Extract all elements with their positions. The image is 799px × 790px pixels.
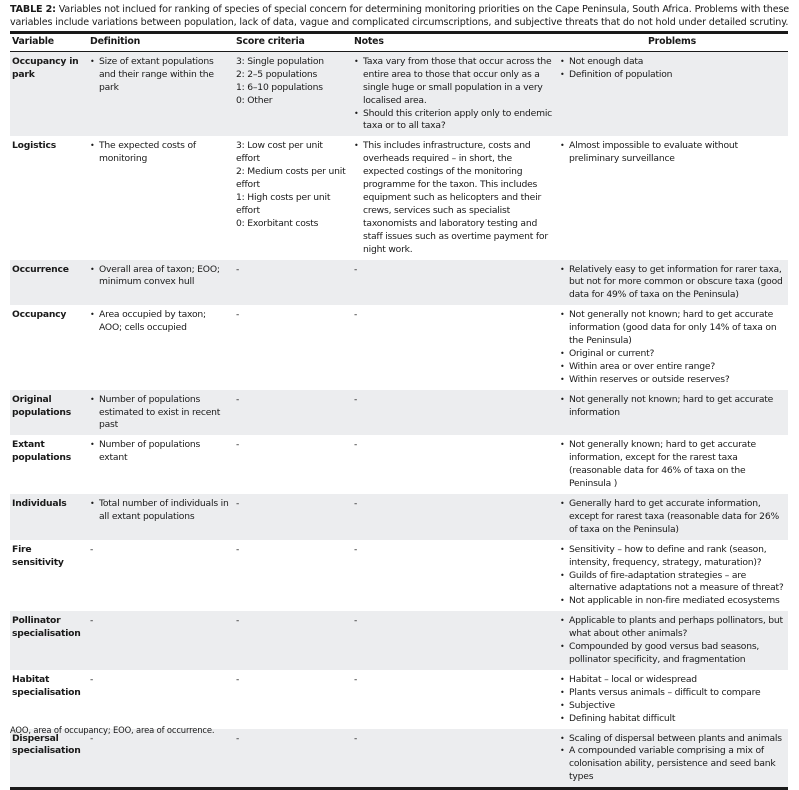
cell-score-criteria: - [236, 309, 240, 321]
bullet-list [90, 56, 230, 95]
score-line: 1: High costs per unit effort [236, 191, 331, 216]
cell-notes: - [352, 260, 558, 306]
cell-definition [88, 305, 234, 389]
cell-notes: - [352, 611, 558, 670]
bullet-item: • Not applicable in non-fire mediated ecosystems [560, 595, 784, 608]
bullet-item: • Not generally known; hard to get accurate information, except for the rarest taxa (reasonable data for 46% of taxa on the Peninsula ) [560, 439, 784, 491]
bullet-list [560, 56, 784, 82]
table-row [10, 435, 788, 494]
cell-notes: - [352, 494, 558, 540]
table-row [10, 540, 788, 612]
cell-problems [558, 435, 788, 494]
cell-problems [558, 390, 788, 436]
bullet-item: • Taxa vary from those that occur across the entire area to those that occur only as a single huge or small population in a very localised area. [354, 56, 554, 108]
bullet-list [560, 439, 784, 491]
bullet-item: • Number of populations estimated to exist in recent past [90, 394, 230, 433]
bullet-item: • Scaling of dispersal between plants and animals [560, 733, 784, 746]
table-row [10, 611, 788, 670]
cell-problems [558, 51, 788, 136]
cell-notes: - [354, 309, 358, 321]
bullet-item: • Original or current? [560, 348, 784, 361]
cell-definition: - [90, 543, 94, 555]
bullet-item: • Should this criterion apply only to endemic taxa or to all taxa? [354, 108, 554, 134]
bullet-item: • Subjective [560, 700, 784, 713]
cell-problems [558, 611, 788, 670]
cell-notes: - [354, 543, 358, 555]
table-row [10, 390, 788, 436]
bullet-list [354, 140, 554, 256]
cell-score-criteria [234, 51, 352, 136]
variables-table [10, 31, 788, 790]
score-line: 0: Exorbitant costs [236, 217, 319, 229]
cell-variable: Occurrence [10, 260, 88, 306]
header-problems: Problems [648, 36, 696, 47]
header-variable: Variable [12, 36, 54, 47]
bullet-item: • Area occupied by taxon; AOO; cells occupied [90, 309, 230, 335]
table-body [10, 51, 788, 788]
bullet-item: • Relatively easy to get information for rarer taxa, but not for more common or obscure taxa (good data for 49% of taxa on the Peninsula) [560, 264, 784, 303]
cell-variable: Original populations [10, 390, 88, 436]
cell-variable: Individuals [10, 494, 88, 540]
cell-problems [558, 494, 788, 540]
cell-definition: - [88, 729, 234, 789]
bullet-item: • Overall area of taxon; EOO; minimum convex hull [90, 264, 230, 290]
bullet-item: • Sensitivity – how to define and rank (season, intensity, frequency, strategy, maturation)? [560, 544, 784, 570]
bullet-item: • The expected costs of monitoring [90, 140, 230, 166]
cell-notes [352, 136, 558, 259]
cell-score-criteria: - [234, 260, 352, 306]
cell-definition: - [90, 673, 94, 685]
bullet-list [90, 394, 230, 433]
table-caption [10, 3, 790, 29]
cell-notes: - [354, 673, 358, 685]
score-line: 1: 6–10 populations [236, 81, 323, 93]
cell-variable: Habitat specialisation [12, 673, 81, 698]
bullet-list [560, 674, 784, 726]
bullet-item: • Number of populations extant [90, 439, 230, 465]
cell-definition [88, 51, 234, 136]
bullet-list [90, 309, 230, 335]
cell-variable: Dispersal specialisation [10, 729, 88, 789]
bullet-list [354, 56, 554, 133]
cell-score-criteria: - [236, 673, 240, 685]
cell-score-criteria [234, 136, 352, 259]
caption-text: Variables not inclued for ranking of species of special concern for determining monitoring priorities on the Cape Peninsula, South Africa. Problems with these variables include variations between population, lack of data, vague and complicated circumscriptions, and subjective threats that do not hold under detailed scrutiny. [10, 4, 790, 28]
cell-variable: Pollinator specialisation [10, 611, 88, 670]
cell-score-criteria: - [236, 439, 240, 451]
table-row [10, 260, 788, 306]
score-line: 0: Other [236, 94, 273, 106]
bullet-item: • Definition of population [560, 69, 784, 82]
bullet-list [560, 733, 784, 785]
cell-variable: Fire sensitivity [12, 543, 64, 568]
bullet-list [90, 498, 230, 524]
cell-definition [88, 136, 234, 259]
bullet-item: • Defining habitat difficult [560, 713, 784, 726]
bullet-item: • Size of extant populations and their range within the park [90, 56, 230, 95]
header-score-criteria: Score criteria [236, 36, 305, 47]
bullet-list [560, 309, 784, 386]
cell-problems [558, 260, 788, 306]
table-row [10, 729, 788, 789]
cell-notes: - [352, 729, 558, 789]
cell-problems [558, 540, 788, 612]
bullet-item: • Within area or over entire range? [560, 361, 784, 374]
bullet-item: • Not enough data [560, 56, 784, 69]
cell-notes [352, 51, 558, 136]
bullet-list [560, 498, 784, 537]
cell-variable: Logistics [12, 140, 57, 152]
header-notes: Notes [354, 36, 384, 47]
bullet-list [560, 544, 784, 609]
caption-label: TABLE 2: [10, 4, 56, 15]
cell-score-criteria: - [234, 390, 352, 436]
bullet-item: • Habitat – local or widespread [560, 674, 784, 687]
cell-problems [558, 670, 788, 729]
score-line: 2: Medium costs per unit effort [236, 166, 346, 191]
cell-definition [88, 435, 234, 494]
bullet-item: • A compounded variable comprising a mix of colonisation ability, persistence and seed bank types [560, 745, 784, 784]
bullet-list [560, 264, 784, 303]
cell-definition [88, 390, 234, 436]
bullet-item: • Not generally not known; hard to get accurate information (good data for only 14% of taxa on the Peninsula) [560, 309, 784, 348]
table-row [10, 136, 788, 259]
cell-score-criteria: - [234, 611, 352, 670]
cell-score-criteria: - [234, 729, 352, 789]
cell-definition [88, 260, 234, 306]
bullet-list [560, 615, 784, 667]
table-row [10, 670, 788, 729]
bullet-list [560, 140, 784, 166]
cell-definition [88, 494, 234, 540]
table-footnote: AOO, area of occupancy; EOO, area of occurrence. [10, 725, 215, 735]
bullet-item: • Plants versus animals – difficult to compare [560, 687, 784, 700]
cell-definition: - [88, 611, 234, 670]
table-row [10, 51, 788, 136]
cell-variable: Occupancy [12, 309, 67, 321]
bullet-list [90, 140, 230, 166]
cell-problems [558, 729, 788, 789]
bullet-item: • Guilds of fire-adaptation strategies – are alternative adaptations not a measure of threat? [560, 570, 784, 596]
bullet-item: • This includes infrastructure, costs and overheads required – in short, the expected costings of the monitoring programme for the taxon. This includes equipment such as helicopters and their crews, services such as specialist taxonomists and laboratory testing and staff issues such as overtime payment for night work. [354, 140, 554, 256]
bullet-item: • Compounded by good versus bad seasons, pollinator specificity, and fragmentation [560, 641, 784, 667]
score-line: 3: Single population [236, 55, 324, 67]
bullet-list [90, 264, 230, 290]
cell-variable: Extant populations [12, 439, 72, 464]
cell-problems [558, 136, 788, 259]
cell-notes: - [352, 390, 558, 436]
bullet-item: • Generally hard to get accurate information, except for rarest taxa (reasonable data for 26% of taxa on the Peninsula) [560, 498, 784, 537]
table-row [10, 494, 788, 540]
bullet-item: • Total number of individuals in all extant populations [90, 498, 230, 524]
bullet-list [560, 394, 784, 420]
header-definition: Definition [90, 36, 141, 47]
table-row [10, 305, 788, 389]
bullet-item: • Within reserves or outside reserves? [560, 374, 784, 387]
score-line: 2: 2–5 populations [236, 68, 318, 80]
cell-score-criteria: - [236, 543, 240, 555]
bullet-list [90, 439, 230, 465]
bullet-item: • Applicable to plants and perhaps pollinators, but what about other animals? [560, 615, 784, 641]
cell-problems [558, 305, 788, 389]
score-line: 3: Low cost per unit effort [236, 140, 323, 165]
table-header-row [10, 33, 788, 52]
bullet-item: • Not generally not known; hard to get accurate information [560, 394, 784, 420]
bullet-item: • Almost impossible to evaluate without preliminary surveillance [560, 140, 784, 166]
cell-score-criteria: - [234, 494, 352, 540]
cell-notes: - [354, 439, 358, 451]
cell-variable: Occupancy in park [10, 51, 88, 136]
